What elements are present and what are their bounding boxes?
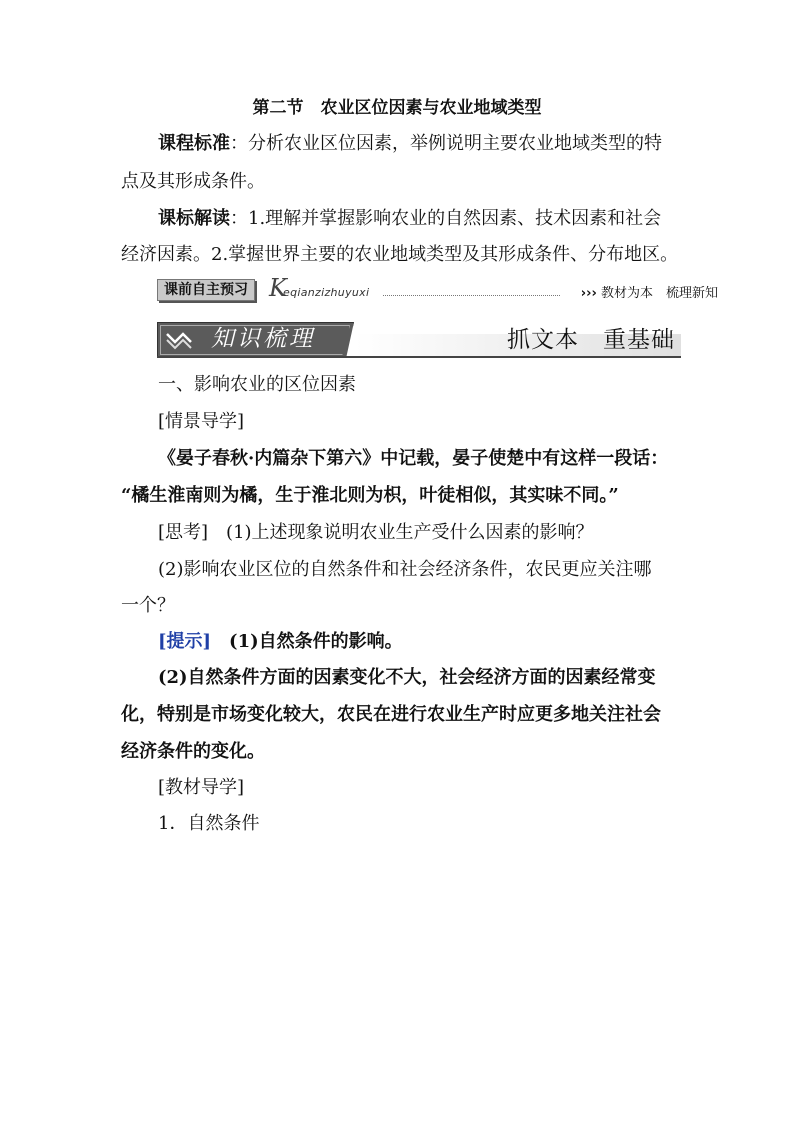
quote-text: “橘生淮南则为橘，生于淮北则为枳，叶徒相似，其实味不同。” [121,485,619,506]
interpretation-line2: 经济因素。2.掌握世界主要的农业地域类型及其形成条件、分布地区。 [121,244,679,265]
hint-label: [提示] [158,631,212,652]
heading-location-factors: 一、影响农业的区位因素 [158,374,356,395]
section-underline [157,356,681,358]
preview-dotted-line [383,295,560,296]
curriculum-standard-label: 课程标准 [158,133,230,154]
textbook-label: [教材导学] [158,777,245,798]
chevron-pattern-icon [165,328,195,350]
answer-1: [提示] (1)自然条件的影响。 [158,631,403,652]
preview-banner [157,274,718,304]
interpretation-line1: 课标解读：1.理解并掌握影响农业的自然因素、技术因素和社会 [158,208,662,229]
preview-tag: 课前自主预习 [157,279,255,301]
preview-k-letter: K [269,274,287,302]
section-header [157,322,681,358]
curriculum-standard-line1: 课程标准：分析农业区位因素，举例说明主要农业地域类型的特 [158,133,662,154]
question-2-line2: 一个？ [121,595,175,616]
preview-pinyin: eqianzizhuyuxi [283,286,370,299]
preview-right-text: ››› 教材为本 梳理新知 [580,286,718,301]
quote-intro: 《晏子春秋·内篇杂下第六》中记载，晏子使楚中有这样一段话： [158,448,669,469]
answer-2-line3: 经济条件的变化。 [121,741,265,762]
think-label: [思考] [158,522,209,543]
question-1: [思考] (1)上述现象说明农业生产受什么因素的影响？ [158,522,594,543]
answer-2-line2: 化，特别是市场变化较大，农民在进行农业生产时应更多地关注社会 [121,704,661,725]
curriculum-standard-line2: 点及其形成条件。 [121,171,265,192]
question-2-line1: (2)影响农业区位的自然条件和社会经济条件，农民更应关注哪 [158,559,652,580]
scene-label: [情景导学] [158,411,245,432]
section-subtitle: 抓文本 重基础 [507,327,675,353]
item-natural-conditions: 1．自然条件 [158,813,260,834]
answer-2-line1: (2)自然条件方面的因素变化不大，社会经济方面的因素经常变 [158,667,656,688]
page-title: 第二节 农业区位因素与农业地域类型 [252,98,542,118]
chevrons-icon: ››› [580,286,597,301]
interpretation-label: 课标解读 [158,208,230,229]
section-title: 知识梳理 [211,326,315,352]
